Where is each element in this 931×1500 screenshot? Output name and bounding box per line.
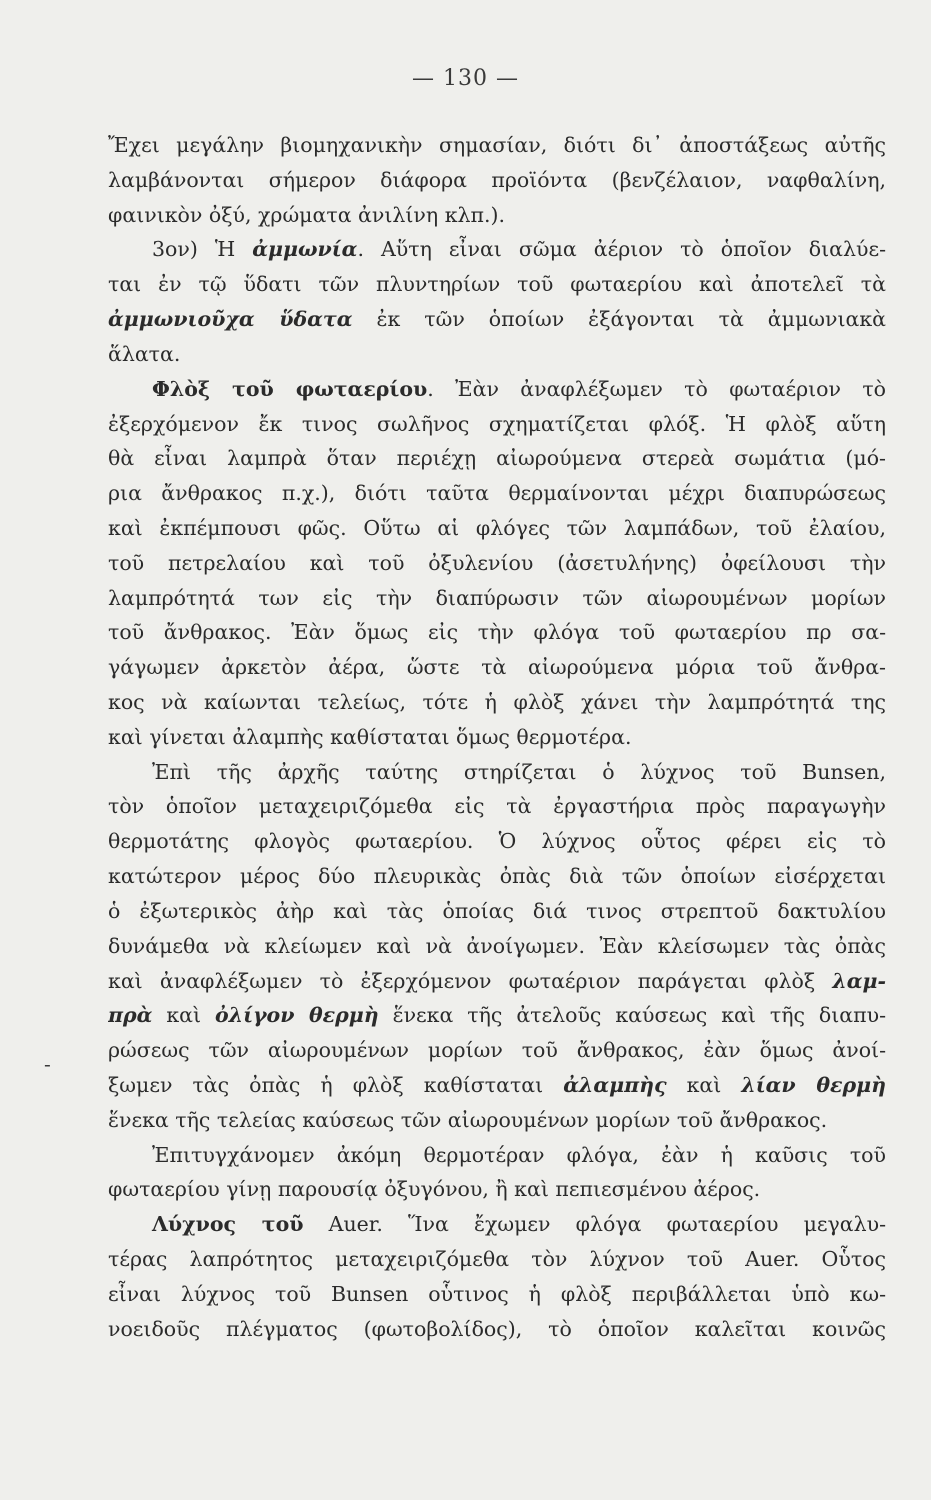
text-segment: Ἐπὶ τῆς ἀρχῆς ταύτης στηρίζεται ὁ λύχνος τοῦ Bunsen, — [152, 759, 886, 784]
text-segment: καὶ γίνεται ἀλαμπὴς καθίσταται ὅμως θερμοτέρα. — [108, 724, 632, 749]
text-segment: λαμβάνονται σήμερον διάφορα προϊόντα (βενζέλαιον, ναφθαλίνη, — [108, 167, 886, 192]
emphasized-text: Λύχνος τοῦ — [152, 1212, 304, 1237]
text-line — [108, 581, 886, 616]
text-line — [108, 441, 886, 476]
text-line — [108, 929, 886, 964]
text-segment: θερμοτάτης φλογὸς φωταερίου. Ὁ λύχνος οὗτος φέρει εἰς τὸ — [108, 829, 886, 854]
text-line — [108, 1172, 886, 1207]
text-line — [108, 859, 886, 894]
text-segment: φαινικὸν ὀξύ, χρώματα ἀνιλίνη κλπ.). — [108, 202, 505, 227]
text-segment: Ἔχει μεγάλην βιομηχανικὴν σημασίαν, διότι δι᾽ ἀποστάξεως αὐτῆς — [108, 133, 886, 157]
text-line — [108, 546, 886, 581]
text-line — [108, 337, 886, 372]
text-line — [108, 789, 886, 824]
text-line — [108, 720, 886, 755]
emphasized-text: λίαν θερμὴ — [741, 1072, 886, 1097]
text-segment: Auer. Ἵνα ἔχωμεν φλόγα φωταερίου μεγαλυ- — [303, 1212, 886, 1237]
text-line — [108, 1277, 886, 1312]
text-line — [108, 267, 886, 302]
text-line — [108, 128, 886, 163]
text-line — [108, 232, 886, 267]
text-segment: τοῦ ἄνθρακος. Ἐὰν ὅμως εἰς τὴν φλόγα τοῦ φωταερίου πρ σα- — [108, 620, 886, 645]
text-line — [108, 1138, 886, 1173]
text-line — [108, 755, 886, 790]
body-text — [108, 128, 886, 1346]
text-segment: ἐκ τῶν ὁποίων ἐξάγονται τὰ ἀμμωνιακὰ — [352, 307, 886, 332]
text-line — [108, 824, 886, 859]
text-segment: ὁ ἐξωτερικὸς ἀὴρ καὶ τὰς ὁποίας διά τινος στρεπτοῦ δακτυλίου — [108, 898, 886, 923]
text-segment: κατώτερον μέρος δύο πλευρικὰς ὀπὰς διὰ τῶν ὁποίων εἰσέρχεται — [108, 864, 886, 889]
text-line — [108, 1068, 886, 1103]
text-segment: ται ἐν τῷ ὕδατι τῶν πλυντηρίων τοῦ φωταερίου καὶ ἀποτελεῖ τὰ — [108, 272, 886, 297]
text-segment: 3ον) Ἡ — [152, 237, 253, 262]
text-line — [108, 998, 886, 1033]
emphasized-text: πρὰ — [108, 1003, 153, 1028]
text-segment: ξωμεν τὰς ὀπὰς ἡ φλὸξ καθίσταται — [108, 1072, 564, 1097]
text-segment: καὶ — [152, 1003, 216, 1028]
margin-mark: - — [44, 1052, 51, 1076]
text-line — [108, 1312, 886, 1347]
text-line — [108, 615, 886, 650]
emphasized-text: ἀλαμπὴς — [563, 1072, 667, 1097]
text-line — [108, 198, 886, 233]
emphasized-text: λαμ- — [832, 968, 886, 993]
text-line — [108, 476, 886, 511]
page-number: — 130 — — [412, 66, 519, 91]
text-segment: Ἐπιτυγχάνομεν ἀκόμη θερμοτέραν φλόγα, ἐὰν ἡ καῦσις τοῦ — [152, 1142, 886, 1167]
text-segment: ἕνεκα τῆς ἀτελοῦς καύσεως καὶ τῆς διαπυ- — [378, 1003, 886, 1028]
text-line — [108, 1242, 886, 1277]
text-line — [108, 511, 886, 546]
text-line — [108, 964, 886, 999]
text-line — [108, 163, 886, 198]
text-line — [108, 894, 886, 929]
text-line — [108, 1207, 886, 1242]
text-segment: ρώσεως τῶν αἰωρουμένων μορίων τοῦ ἄνθρακος, ἐὰν ὅμως ἀνοί- — [108, 1038, 886, 1063]
text-segment: . Αὕτη εἶναι σῶμα ἀέριον τὸ ὁποῖον διαλύε- — [357, 237, 886, 262]
text-line — [108, 1103, 886, 1138]
text-segment: γάγωμεν ἀρκετὸν ἀέρα, ὥστε τὰ αἰωρούμενα μόρια τοῦ ἄνθρα- — [108, 655, 886, 680]
text-segment: καὶ — [666, 1072, 742, 1097]
text-line — [108, 302, 886, 337]
text-segment: ρια ἄνθρακος π.χ.), διότι ταῦτα θερμαίνονται μέχρι διαπυρώσεως — [108, 481, 886, 506]
text-segment: . Ἐὰν ἀναφλέξωμεν τὸ φωταέριον τὸ — [427, 376, 886, 401]
text-line — [108, 685, 886, 720]
text-segment: ἕνεκα τῆς τελείας καύσεως τῶν αἰωρουμένων μορίων τοῦ ἄνθρακος. — [108, 1107, 828, 1132]
emphasized-text: ἀμμωνιοῦχα ὕδατα — [108, 307, 353, 332]
text-segment: καὶ ἀναφλέξωμεν τὸ ἐξερχόμενον φωταέριον παράγεται φλὸξ — [108, 968, 833, 993]
text-segment: θὰ εἶναι λαμπρὰ ὅταν περιέχῃ αἰωρούμενα στερεὰ σωμάτια (μό- — [108, 446, 886, 471]
text-segment: τὸν ὁποῖον μεταχειριζόμεθα εἰς τὰ ἐργαστήρια πρὸς παραγωγὴν — [108, 794, 886, 819]
text-segment: νοειδοῦς πλέγματος (φωτοβολίδος), τὸ ὁποῖον καλεῖται κοινῶς — [108, 1316, 886, 1341]
text-line — [108, 1033, 886, 1068]
text-segment: κος νὰ καίωνται τελείως, τότε ἡ φλὸξ χάνει τὴν λαμπρότητά της — [108, 690, 886, 714]
text-segment: καὶ ἐκπέμπουσι φῶς. Οὕτω αἱ φλόγες τῶν λαμπάδων, τοῦ ἐλαίου, — [108, 515, 886, 540]
emphasized-text: ἀμμωνία — [252, 237, 358, 262]
text-segment: ἐξερχόμενον ἔκ τινος σωλῆνος σχηματίζεται φλόξ. Ἡ φλὸξ αὕτη — [108, 411, 886, 436]
text-segment: εἶναι λύχνος τοῦ Bunsen οὗτινος ἡ φλὸξ περιβάλλεται ὑπὸ κω- — [108, 1281, 886, 1306]
text-line — [108, 372, 886, 407]
text-segment: φωταερίου γίνῃ παρουσίᾳ ὀξυγόνου, ἢ καὶ πεπιεσμένου ἀέρος. — [108, 1177, 761, 1202]
text-segment: δυνάμεθα νὰ κλείωμεν καὶ νὰ ἀνοίγωμεν. Ἐὰν κλείσωμεν τὰς ὀπὰς — [108, 933, 886, 958]
text-segment: τέρας λαπρότητος μεταχειριζόμεθα τὸν λύχνον τοῦ Auer. Οὗτος — [108, 1247, 886, 1271]
emphasized-text: Φλὸξ τοῦ φωταερίου — [152, 376, 428, 401]
text-segment: ἅλατα. — [108, 341, 181, 366]
text-line — [108, 407, 886, 442]
text-segment: λαμπρότητά των εἰς τὴν διαπύρωσιν τῶν αἰωρουμένων μορίων — [108, 585, 886, 610]
emphasized-text: ὀλίγον θερμὴ — [215, 1003, 379, 1028]
text-segment: τοῦ πετρελαίου καὶ τοῦ ὀξυλενίου (ἀσετυλήνης) ὀφείλουσι τὴν — [108, 550, 886, 575]
text-line — [108, 650, 886, 685]
